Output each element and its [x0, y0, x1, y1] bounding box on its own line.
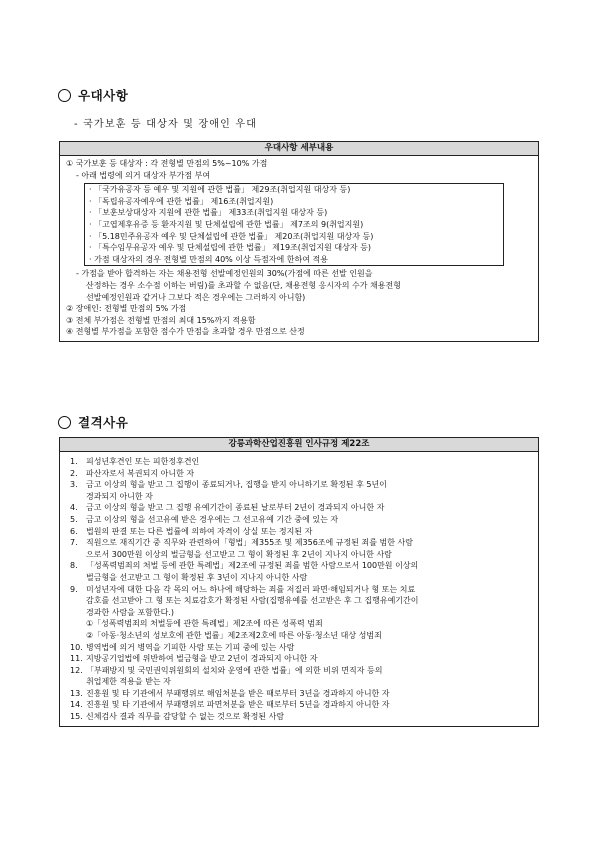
item-number: 4. — [70, 503, 78, 513]
section-title: 결격사유 — [78, 415, 129, 430]
text-line: 피성년후견인 또는 피한정후견인 — [86, 457, 200, 466]
list-item — [70, 526, 534, 538]
list-item — [70, 514, 534, 526]
item-number: 14. — [70, 700, 83, 710]
text-line: - 아래 법령에 의거 대상자 부가점 부여 — [76, 170, 211, 180]
item-number: 7. — [70, 538, 78, 548]
law-item: · 「특수임무유공자 예우 및 단체설립에 관한 법률」 제19조(취업지원 대상자 등) — [89, 243, 371, 253]
item-number: 13. — [70, 688, 83, 698]
list-item — [70, 468, 534, 480]
item-text — [86, 502, 534, 514]
text-line: 감호를 선고받아 그 형 또는 치료감호가 확정된 사람(집행유예를 선고받은 후 그 집행유예기간이 — [86, 596, 419, 606]
text-line: 법원의 판결 또는 다른 법률에 의하여 자격이 상실 또는 정지된 자 — [86, 526, 313, 536]
text-line: 직원으로 재직기간 중 직무와 관련하여「형법」제355조 및 제356조에 규정된 죄를 범한 사람 — [86, 538, 413, 548]
text-line: ④ 전형별 부가점을 포함한 점수가 만점을 초과할 경우 만점으로 산정 — [66, 327, 305, 337]
list-item — [70, 479, 534, 502]
item-text — [86, 653, 534, 665]
text-line: ② 장애인: 전형별 만점의 5% 가점 — [66, 304, 187, 314]
text-line: 경과되지 아니한 자 — [86, 491, 153, 501]
box-title: 강릉과학산업진흥원 인사규정 제22조 — [60, 438, 538, 452]
preference-subtitle: - 국가보훈 등 대상자 및 장애인 우대 — [74, 119, 258, 130]
text-line: 미성년자에 대한 다음 각 목의 어느 하나에 해당하는 죄를 저질러 파면·해임되거나 형 또는 치료 — [86, 584, 416, 594]
circle-bullet-icon — [58, 89, 71, 102]
text-line: 산정하는 경우 소수점 이하는 버림)를 초과할 수 없음(단, 채용전형 응시자의 수가 채용전형 — [86, 280, 401, 290]
item-text — [86, 468, 534, 480]
item-text — [86, 584, 534, 642]
text-line: ③ 전체 부가점은 전형별 만점의 최대 15%까지 적용함 — [66, 315, 256, 325]
disqualification-box — [59, 437, 539, 727]
text-line: ① 국가보훈 등 대상자 : 각 전형별 만점의 5%~10% 가점 — [66, 159, 268, 168]
list-item — [70, 584, 534, 642]
circle-bullet-icon — [58, 416, 71, 429]
item-text — [86, 479, 534, 502]
list-item — [70, 653, 534, 665]
item-text — [86, 699, 534, 711]
list-item — [70, 502, 534, 514]
item-number: 11. — [70, 654, 83, 664]
list-item — [70, 688, 534, 700]
text-line: ①「성폭력범죄의 처벌등에 관한 특례법」제2조에 따른 성폭력 범죄 — [86, 619, 323, 629]
text-line: 금고 이상의 형을 받고 그 집행 유예기간이 종료된 날로부터 2년이 경과되지 아니한 자 — [86, 503, 385, 513]
text-line: 파산자로서 복권되지 아니한 자 — [86, 468, 195, 478]
text-line: 벌금형을 선고받고 그 형이 확정된 후 3년이 지나지 아니한 사람 — [86, 572, 308, 582]
item-text — [86, 665, 534, 688]
text-line: 「성폭력범죄의 처벌 등에 관한 특례법」제2조에 규정된 죄를 범한 사람으로서 100만원 이상의 — [86, 561, 419, 571]
text-line: 병역법에 의거 병역을 기피한 사람 또는 기피 중에 있는 사람 — [86, 642, 295, 652]
item-number: 1. — [70, 457, 78, 466]
list-item — [70, 456, 534, 468]
item-number: 5. — [70, 514, 78, 524]
item-number: 3. — [70, 480, 78, 490]
item-text — [86, 688, 534, 700]
list-item — [70, 560, 534, 583]
list-item — [70, 642, 534, 654]
text-line: 취업제한 적용을 받는 자 — [86, 677, 171, 687]
text-line: 금고 이상의 형을 받고 그 집행이 종료되거나, 집행을 받지 아니하기로 확정된 후 5년이 — [86, 480, 387, 490]
item-number: 12. — [70, 665, 83, 675]
text-line: 진흥원 및 타 기관에서 부패행위로 파면처분을 받은 때로부터 5년을 경과하지 아니한 자 — [86, 700, 390, 710]
text-line: 지방공기업법에 위반하여 벌금형을 받고 2년이 경과되지 아니한 자 — [86, 654, 318, 664]
law-list-box — [84, 183, 504, 266]
law-item: · 「국가유공자 등 예우 및 지원에 관한 법률」 제29조(취업지원 대상자 등) — [89, 185, 351, 195]
item-text — [86, 537, 534, 560]
item-text — [86, 456, 534, 468]
item-number: 2. — [70, 468, 78, 478]
text-line: 으로서 300만원 이상의 벌금형을 선고받고 그 형이 확정된 후 2년이 지나지 아니한 사람 — [86, 549, 392, 559]
item-number: 8. — [70, 561, 78, 571]
item-text — [86, 560, 534, 583]
text-line: 「부패방지 및 국민권익위원회의 설치와 운영에 관한 법률」에 의한 비위 면직자 등의 — [86, 665, 383, 675]
text-line: 선발예정인원과 같거나 그보다 적은 경우에는 그러하지 아니함) — [86, 292, 306, 302]
law-item: · 「보훈보상대상자 지원에 관한 법률」 제33조(취업지원 대상자 등) — [89, 208, 328, 218]
item-number: 15. — [70, 712, 83, 722]
box-title: 우대사항 세부내용 — [60, 142, 538, 156]
disqualification-section-heading — [58, 413, 128, 431]
law-item: · 「5.18민주유공자 예우 및 단체설립에 관한 법률」 제20조(취업지원 대상자 등) — [89, 231, 374, 241]
text-line: 금고 이상의 형을 선고유예 받은 경우에는 그 선고유예 기간 중에 있는 자 — [86, 514, 339, 524]
text-line: ②「아동·청소년의 성보호에 관한 법률」제2조제2호에 따른 아동·청소년 대상 성범죄 — [86, 630, 382, 640]
item-number: 6. — [70, 526, 78, 536]
preference-section-heading — [58, 86, 128, 104]
text-line: 진흥원 및 타 기관에서 부패행위로 해임처분을 받은 때로부터 3년을 경과하지 아니한 자 — [86, 688, 390, 698]
item-text — [86, 526, 534, 538]
law-item: · 「고엽제후유증 등 환자지원 및 단체설립에 관한 법률」 제7조의 9(취업지원) — [89, 219, 364, 229]
list-item — [70, 711, 534, 723]
item-number: 9. — [70, 584, 78, 594]
section-title: 우대사항 — [78, 88, 129, 103]
law-item: · 가점 대상자의 경우 전형별 만점의 40% 이상 득점자에 한하여 적용 — [89, 254, 328, 264]
preference-details-box — [59, 141, 539, 342]
item-number: 10. — [70, 642, 83, 652]
list-item — [70, 665, 534, 688]
disqualification-list — [60, 452, 538, 726]
law-item: · 「독립유공자예우에 관한 법률」 제16조(취업지원) — [89, 196, 274, 206]
item-text — [86, 514, 534, 526]
item-text — [86, 711, 534, 723]
text-line: 경과한 사람을 포함한다.) — [86, 607, 175, 617]
text-line: - 가점을 받아 합격하는 자는 채용전형 선발예정인원의 30%(가점에 따른 선발 인원을 — [76, 269, 373, 279]
item-text — [86, 642, 534, 654]
text-line: 신체검사 결과 직무를 감당할 수 없는 것으로 확정된 사람 — [86, 712, 285, 722]
list-item — [70, 537, 534, 560]
list-item — [70, 699, 534, 711]
